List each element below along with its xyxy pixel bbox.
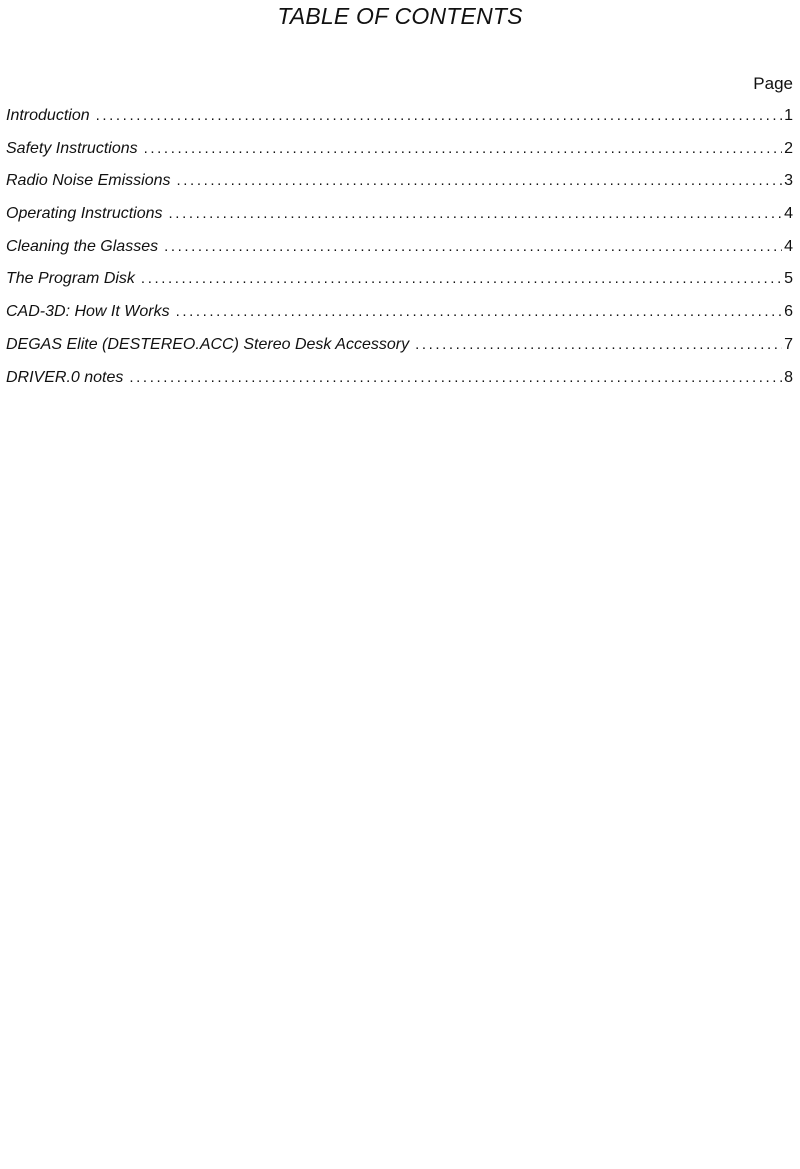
page-column-header: Page bbox=[753, 74, 793, 93]
leader-dots bbox=[144, 140, 782, 157]
leader-dots bbox=[169, 205, 783, 222]
toc-entry-driver-0-notes[interactable] bbox=[6, 369, 793, 402]
toc-entry-label: The Program Disk bbox=[6, 270, 135, 288]
leader-dots bbox=[129, 369, 782, 386]
toc-entry-degas-elite-stereo-desk-accessory[interactable] bbox=[6, 336, 793, 369]
leader-dots bbox=[415, 336, 782, 353]
toc-entry-page: 6 bbox=[784, 303, 793, 321]
toc-entry-page: 2 bbox=[784, 139, 793, 157]
toc-entry-page: 8 bbox=[784, 368, 793, 386]
toc-entry-cad-3d-how-it-works[interactable] bbox=[6, 303, 793, 336]
toc-entry-page: 4 bbox=[784, 237, 793, 255]
toc-entry-radio-noise-emissions[interactable] bbox=[6, 172, 793, 205]
table-of-contents bbox=[6, 107, 793, 401]
toc-entry-label: Safety Instructions bbox=[6, 139, 138, 157]
toc-entry-the-program-disk[interactable] bbox=[6, 270, 793, 303]
toc-entry-cleaning-the-glasses[interactable] bbox=[6, 238, 793, 271]
leader-dots bbox=[177, 172, 783, 189]
toc-entry-label: Operating Instructions bbox=[6, 205, 163, 223]
toc-entry-safety-instructions[interactable] bbox=[6, 140, 793, 173]
toc-entry-label: Radio Noise Emissions bbox=[6, 172, 171, 190]
leader-dots bbox=[96, 107, 782, 124]
leader-dots bbox=[176, 303, 783, 320]
toc-entry-label: Introduction bbox=[6, 107, 90, 124]
toc-entry-page: 7 bbox=[784, 335, 793, 353]
leader-dots bbox=[141, 270, 782, 287]
toc-entry-page: 5 bbox=[784, 270, 793, 288]
toc-entry-label: DEGAS Elite (DESTEREO.ACC) Stereo Desk Accessory bbox=[6, 335, 410, 353]
toc-entry-label: CAD-3D: How It Works bbox=[6, 303, 170, 321]
toc-entry-page: 3 bbox=[784, 172, 793, 190]
leader-dots bbox=[164, 238, 782, 255]
toc-entry-label: DRIVER.0 notes bbox=[6, 368, 124, 386]
toc-entry-label: Cleaning the Glasses bbox=[6, 237, 159, 255]
toc-entry-operating-instructions[interactable] bbox=[6, 205, 793, 238]
toc-entry-introduction[interactable] bbox=[6, 107, 793, 140]
page-title: TABLE OF CONTENTS bbox=[277, 3, 523, 29]
toc-entry-page: 4 bbox=[784, 205, 793, 223]
toc-entry-page: 1 bbox=[784, 107, 793, 124]
